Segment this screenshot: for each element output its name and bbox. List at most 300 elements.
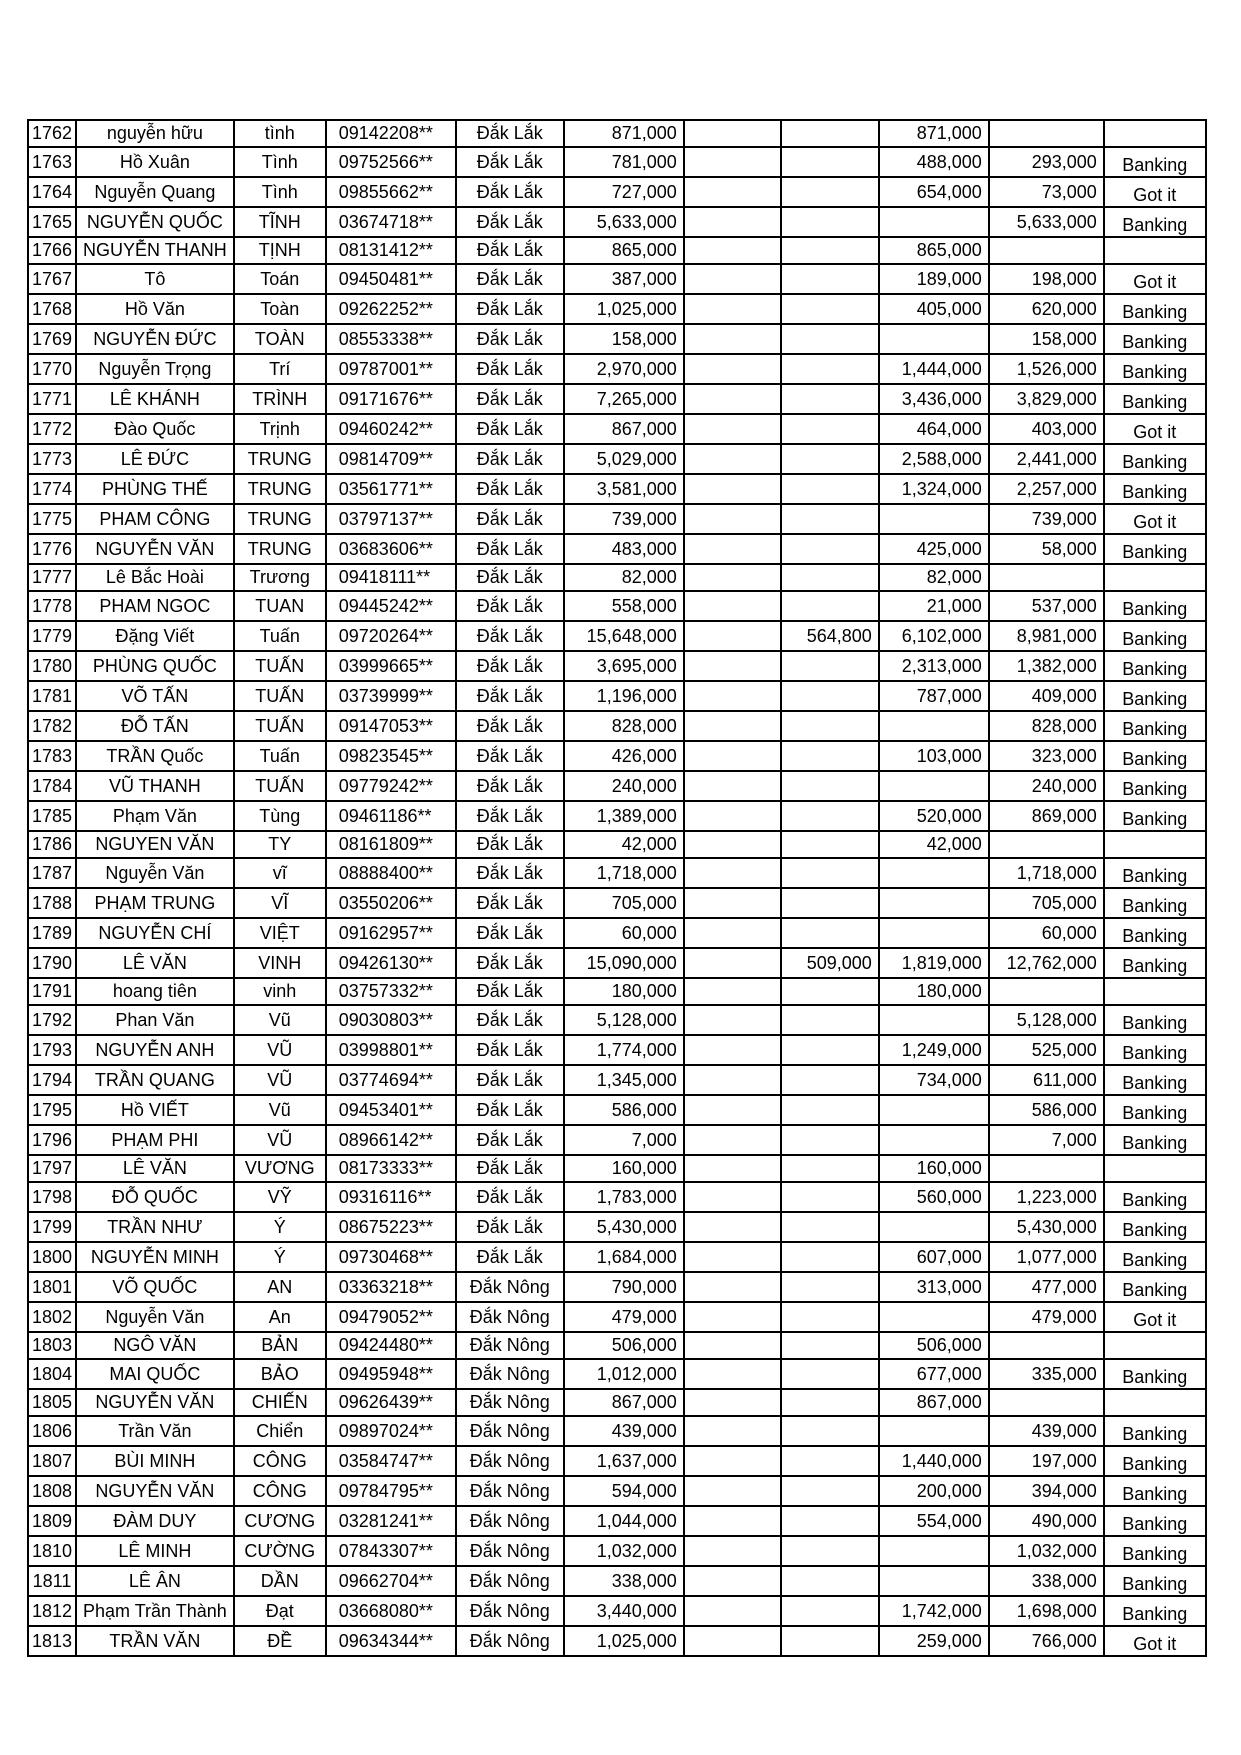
given-name-cell: TUAN bbox=[234, 591, 326, 621]
blank-cell bbox=[684, 1005, 781, 1035]
amount-g-cell bbox=[781, 564, 879, 591]
row-number: 1804 bbox=[28, 1359, 76, 1389]
amount-h-cell bbox=[879, 771, 989, 801]
province-cell: Đắk Lắk bbox=[456, 831, 564, 858]
phone-cell: 03739999** bbox=[326, 681, 456, 711]
amount-h-cell bbox=[879, 324, 989, 354]
payment-method-cell: Banking bbox=[1104, 651, 1206, 681]
given-name-cell: TY bbox=[234, 831, 326, 858]
given-name-cell: Tuấn bbox=[234, 741, 326, 771]
given-name-cell: Tùng bbox=[234, 801, 326, 831]
amount-i-cell bbox=[989, 1155, 1104, 1182]
province-cell: Đắk Nông bbox=[456, 1272, 564, 1302]
total-amount-cell: 1,012,000 bbox=[564, 1359, 684, 1389]
total-amount-cell: 338,000 bbox=[564, 1566, 684, 1596]
payment-method-cell: Banking bbox=[1104, 294, 1206, 324]
row-number: 1764 bbox=[28, 177, 76, 207]
given-name-cell: TRUNG bbox=[234, 444, 326, 474]
amount-i-cell: 537,000 bbox=[989, 591, 1104, 621]
amount-i-cell bbox=[989, 120, 1104, 147]
province-cell: Đắk Lắk bbox=[456, 1095, 564, 1125]
payment-method-cell: Got it bbox=[1104, 1302, 1206, 1332]
blank-cell bbox=[684, 621, 781, 651]
amount-h-cell: 607,000 bbox=[879, 1242, 989, 1272]
amount-g-cell bbox=[781, 324, 879, 354]
given-name-cell: TOÀN bbox=[234, 324, 326, 354]
total-amount-cell: 5,430,000 bbox=[564, 1212, 684, 1242]
amount-g-cell bbox=[781, 147, 879, 177]
given-name-cell: Trí bbox=[234, 354, 326, 384]
blank-cell bbox=[684, 888, 781, 918]
province-cell: Đắk Lắk bbox=[456, 354, 564, 384]
given-name-cell: Đạt bbox=[234, 1596, 326, 1626]
row-number: 1771 bbox=[28, 384, 76, 414]
surname-cell: VÕ TẤN bbox=[76, 681, 234, 711]
amount-i-cell: 5,128,000 bbox=[989, 1005, 1104, 1035]
amount-g-cell bbox=[781, 504, 879, 534]
row-number: 1799 bbox=[28, 1212, 76, 1242]
row-number: 1775 bbox=[28, 504, 76, 534]
amount-h-cell bbox=[879, 711, 989, 741]
province-cell: Đắk Lắk bbox=[456, 414, 564, 444]
amount-h-cell: 506,000 bbox=[879, 1332, 989, 1359]
surname-cell: NGUYỄN VĂN bbox=[76, 1389, 234, 1416]
payment-method-cell: Banking bbox=[1104, 888, 1206, 918]
payment-method-cell: Banking bbox=[1104, 858, 1206, 888]
amount-g-cell bbox=[781, 207, 879, 237]
table-row bbox=[28, 504, 1206, 534]
province-cell: Đắk Lắk bbox=[456, 888, 564, 918]
surname-cell: NGUYỄN THANH bbox=[76, 237, 234, 264]
province-cell: Đắk Nông bbox=[456, 1332, 564, 1359]
surname-cell: PHAM CÔNG bbox=[76, 504, 234, 534]
amount-h-cell: 2,313,000 bbox=[879, 651, 989, 681]
payment-method-cell: Banking bbox=[1104, 1359, 1206, 1389]
amount-g-cell bbox=[781, 177, 879, 207]
amount-g-cell bbox=[781, 444, 879, 474]
table-row bbox=[28, 264, 1206, 294]
table-row bbox=[28, 384, 1206, 414]
blank-cell bbox=[684, 1446, 781, 1476]
given-name-cell: VƯƠNG bbox=[234, 1155, 326, 1182]
amount-i-cell: 2,257,000 bbox=[989, 474, 1104, 504]
province-cell: Đắk Nông bbox=[456, 1446, 564, 1476]
amount-h-cell bbox=[879, 1125, 989, 1155]
total-amount-cell: 586,000 bbox=[564, 1095, 684, 1125]
phone-cell: 09479052** bbox=[326, 1302, 456, 1332]
province-cell: Đắk Lắk bbox=[456, 621, 564, 651]
amount-h-cell: 405,000 bbox=[879, 294, 989, 324]
amount-g-cell: 564,800 bbox=[781, 621, 879, 651]
given-name-cell: VŨ bbox=[234, 1065, 326, 1095]
blank-cell bbox=[684, 1476, 781, 1506]
amount-g-cell bbox=[781, 1359, 879, 1389]
row-number: 1810 bbox=[28, 1536, 76, 1566]
table-row bbox=[28, 1095, 1206, 1125]
payment-method-cell bbox=[1104, 564, 1206, 591]
total-amount-cell: 439,000 bbox=[564, 1416, 684, 1446]
total-amount-cell: 867,000 bbox=[564, 414, 684, 444]
row-number: 1774 bbox=[28, 474, 76, 504]
amount-g-cell bbox=[781, 1035, 879, 1065]
amount-h-cell: 554,000 bbox=[879, 1506, 989, 1536]
surname-cell: PHẠM TRUNG bbox=[76, 888, 234, 918]
table-row bbox=[28, 978, 1206, 1005]
total-amount-cell: 1,389,000 bbox=[564, 801, 684, 831]
amount-h-cell: 1,249,000 bbox=[879, 1035, 989, 1065]
row-number: 1770 bbox=[28, 354, 76, 384]
surname-cell: TRẦN QUANG bbox=[76, 1065, 234, 1095]
amount-i-cell: 409,000 bbox=[989, 681, 1104, 711]
table-row bbox=[28, 444, 1206, 474]
phone-cell: 07843307** bbox=[326, 1536, 456, 1566]
amount-i-cell bbox=[989, 831, 1104, 858]
row-number: 1779 bbox=[28, 621, 76, 651]
phone-cell: 09779242** bbox=[326, 771, 456, 801]
surname-cell: Đào Quốc bbox=[76, 414, 234, 444]
table-row bbox=[28, 1389, 1206, 1416]
table-row bbox=[28, 918, 1206, 948]
row-number: 1805 bbox=[28, 1389, 76, 1416]
amount-h-cell: 313,000 bbox=[879, 1272, 989, 1302]
total-amount-cell: 483,000 bbox=[564, 534, 684, 564]
given-name-cell: TRÌNH bbox=[234, 384, 326, 414]
row-number: 1785 bbox=[28, 801, 76, 831]
phone-cell: 09418111** bbox=[326, 564, 456, 591]
payment-method-cell: Banking bbox=[1104, 1596, 1206, 1626]
total-amount-cell: 594,000 bbox=[564, 1476, 684, 1506]
phone-cell: 09316116** bbox=[326, 1182, 456, 1212]
payment-method-cell: Banking bbox=[1104, 1566, 1206, 1596]
blank-cell bbox=[684, 1416, 781, 1446]
blank-cell bbox=[684, 354, 781, 384]
row-number: 1773 bbox=[28, 444, 76, 474]
payment-method-cell: Banking bbox=[1104, 1416, 1206, 1446]
total-amount-cell: 5,029,000 bbox=[564, 444, 684, 474]
phone-cell: 09147053** bbox=[326, 711, 456, 741]
table-row bbox=[28, 1182, 1206, 1212]
province-cell: Đắk Lắk bbox=[456, 177, 564, 207]
phone-cell: 09787001** bbox=[326, 354, 456, 384]
total-amount-cell: 1,684,000 bbox=[564, 1242, 684, 1272]
surname-cell: Lê Bắc Hoài bbox=[76, 564, 234, 591]
surname-cell: Phạm Văn bbox=[76, 801, 234, 831]
payment-method-cell bbox=[1104, 831, 1206, 858]
amount-i-cell: 611,000 bbox=[989, 1065, 1104, 1095]
province-cell: Đắk Lắk bbox=[456, 918, 564, 948]
province-cell: Đắk Lắk bbox=[456, 1212, 564, 1242]
surname-cell: hoang tiên bbox=[76, 978, 234, 1005]
table-row bbox=[28, 1155, 1206, 1182]
total-amount-cell: 1,025,000 bbox=[564, 294, 684, 324]
amount-h-cell: 654,000 bbox=[879, 177, 989, 207]
amount-g-cell bbox=[781, 1302, 879, 1332]
given-name-cell: CƯỜNG bbox=[234, 1536, 326, 1566]
amount-h-cell bbox=[879, 1302, 989, 1332]
province-cell: Đắk Lắk bbox=[456, 1242, 564, 1272]
row-number: 1788 bbox=[28, 888, 76, 918]
phone-cell: 08131412** bbox=[326, 237, 456, 264]
amount-g-cell bbox=[781, 681, 879, 711]
surname-cell: Nguyễn Văn bbox=[76, 1302, 234, 1332]
amount-h-cell bbox=[879, 858, 989, 888]
payment-method-cell: Banking bbox=[1104, 474, 1206, 504]
province-cell: Đắk Lắk bbox=[456, 681, 564, 711]
surname-cell: Hồ Văn bbox=[76, 294, 234, 324]
total-amount-cell: 42,000 bbox=[564, 831, 684, 858]
amount-i-cell: 766,000 bbox=[989, 1626, 1104, 1656]
phone-cell: 08553338** bbox=[326, 324, 456, 354]
given-name-cell: TRUNG bbox=[234, 504, 326, 534]
row-number: 1791 bbox=[28, 978, 76, 1005]
province-cell: Đắk Lắk bbox=[456, 711, 564, 741]
blank-cell bbox=[684, 564, 781, 591]
table-row bbox=[28, 354, 1206, 384]
surname-cell: nguyễn hữu bbox=[76, 120, 234, 147]
province-cell: Đắk Lắk bbox=[456, 1182, 564, 1212]
amount-h-cell: 2,588,000 bbox=[879, 444, 989, 474]
province-cell: Đắk Lắk bbox=[456, 741, 564, 771]
province-cell: Đắk Nông bbox=[456, 1359, 564, 1389]
phone-cell: 03668080** bbox=[326, 1596, 456, 1626]
province-cell: Đắk Nông bbox=[456, 1626, 564, 1656]
payment-method-cell: Banking bbox=[1104, 741, 1206, 771]
table-row bbox=[28, 1446, 1206, 1476]
payment-method-cell: Banking bbox=[1104, 444, 1206, 474]
given-name-cell: TRUNG bbox=[234, 534, 326, 564]
blank-cell bbox=[684, 1536, 781, 1566]
amount-i-cell: 158,000 bbox=[989, 324, 1104, 354]
blank-cell bbox=[684, 444, 781, 474]
payment-method-cell: Banking bbox=[1104, 591, 1206, 621]
amount-g-cell bbox=[781, 1626, 879, 1656]
amount-g-cell bbox=[781, 771, 879, 801]
amount-i-cell: 1,698,000 bbox=[989, 1596, 1104, 1626]
given-name-cell: TUẤN bbox=[234, 681, 326, 711]
row-number: 1793 bbox=[28, 1035, 76, 1065]
amount-h-cell: 21,000 bbox=[879, 591, 989, 621]
phone-cell: 03797137** bbox=[326, 504, 456, 534]
given-name-cell: CƯƠNG bbox=[234, 1506, 326, 1536]
amount-g-cell bbox=[781, 1242, 879, 1272]
given-name-cell: TUẤN bbox=[234, 771, 326, 801]
payment-method-cell bbox=[1104, 237, 1206, 264]
amount-h-cell: 1,440,000 bbox=[879, 1446, 989, 1476]
phone-cell: 09450481** bbox=[326, 264, 456, 294]
total-amount-cell: 180,000 bbox=[564, 978, 684, 1005]
payment-method-cell: Banking bbox=[1104, 1446, 1206, 1476]
phone-cell: 08675223** bbox=[326, 1212, 456, 1242]
table-row bbox=[28, 324, 1206, 354]
surname-cell: PHÙNG QUỐC bbox=[76, 651, 234, 681]
phone-cell: 09142208** bbox=[326, 120, 456, 147]
payment-method-cell: Banking bbox=[1104, 147, 1206, 177]
amount-i-cell: 586,000 bbox=[989, 1095, 1104, 1125]
amount-g-cell bbox=[781, 741, 879, 771]
given-name-cell: Trương bbox=[234, 564, 326, 591]
table-row bbox=[28, 534, 1206, 564]
table-row bbox=[28, 1065, 1206, 1095]
given-name-cell: Vũ bbox=[234, 1095, 326, 1125]
province-cell: Đắk Lắk bbox=[456, 237, 564, 264]
row-number: 1807 bbox=[28, 1446, 76, 1476]
blank-cell bbox=[684, 948, 781, 978]
blank-cell bbox=[684, 858, 781, 888]
payment-method-cell: Banking bbox=[1104, 1125, 1206, 1155]
payment-method-cell bbox=[1104, 1332, 1206, 1359]
amount-i-cell: 1,526,000 bbox=[989, 354, 1104, 384]
table-row bbox=[28, 621, 1206, 651]
amount-g-cell bbox=[781, 474, 879, 504]
blank-cell bbox=[684, 681, 781, 711]
amount-i-cell: 5,430,000 bbox=[989, 1212, 1104, 1242]
given-name-cell: vinh bbox=[234, 978, 326, 1005]
blank-cell bbox=[684, 384, 781, 414]
blank-cell bbox=[684, 1155, 781, 1182]
total-amount-cell: 1,196,000 bbox=[564, 681, 684, 711]
province-cell: Đắk Lắk bbox=[456, 771, 564, 801]
province-cell: Đắk Lắk bbox=[456, 474, 564, 504]
phone-cell: 09262252** bbox=[326, 294, 456, 324]
amount-i-cell: 73,000 bbox=[989, 177, 1104, 207]
phone-cell: 08173333** bbox=[326, 1155, 456, 1182]
surname-cell: MAI QUỐC bbox=[76, 1359, 234, 1389]
blank-cell bbox=[684, 207, 781, 237]
province-cell: Đắk Nông bbox=[456, 1302, 564, 1332]
payment-method-cell: Got it bbox=[1104, 264, 1206, 294]
given-name-cell: vĩ bbox=[234, 858, 326, 888]
amount-h-cell bbox=[879, 1005, 989, 1035]
phone-cell: 09752566** bbox=[326, 147, 456, 177]
phone-cell: 03757332** bbox=[326, 978, 456, 1005]
amount-i-cell: 240,000 bbox=[989, 771, 1104, 801]
table-row bbox=[28, 207, 1206, 237]
amount-h-cell: 520,000 bbox=[879, 801, 989, 831]
surname-cell: BÙI MINH bbox=[76, 1446, 234, 1476]
surname-cell: ĐỖ QUỐC bbox=[76, 1182, 234, 1212]
amount-h-cell: 3,436,000 bbox=[879, 384, 989, 414]
surname-cell: NGUYỄN MINH bbox=[76, 1242, 234, 1272]
payment-method-cell: Banking bbox=[1104, 1476, 1206, 1506]
amount-g-cell bbox=[781, 354, 879, 384]
phone-cell: 09445242** bbox=[326, 591, 456, 621]
amount-i-cell: 197,000 bbox=[989, 1446, 1104, 1476]
total-amount-cell: 1,783,000 bbox=[564, 1182, 684, 1212]
amount-g-cell bbox=[781, 831, 879, 858]
row-number: 1768 bbox=[28, 294, 76, 324]
amount-h-cell: 82,000 bbox=[879, 564, 989, 591]
row-number: 1767 bbox=[28, 264, 76, 294]
amount-h-cell bbox=[879, 1212, 989, 1242]
province-cell: Đắk Lắk bbox=[456, 324, 564, 354]
blank-cell bbox=[684, 1095, 781, 1125]
table-row bbox=[28, 1272, 1206, 1302]
surname-cell: TRẦN VĂN bbox=[76, 1626, 234, 1656]
table-row bbox=[28, 474, 1206, 504]
surname-cell: Phạm Trần Thành bbox=[76, 1596, 234, 1626]
province-cell: Đắk Lắk bbox=[456, 651, 564, 681]
amount-i-cell: 1,077,000 bbox=[989, 1242, 1104, 1272]
surname-cell: Hồ Xuân bbox=[76, 147, 234, 177]
amount-h-cell bbox=[879, 207, 989, 237]
amount-g-cell bbox=[781, 120, 879, 147]
province-cell: Đắk Nông bbox=[456, 1596, 564, 1626]
surname-cell: Tô bbox=[76, 264, 234, 294]
row-number: 1782 bbox=[28, 711, 76, 741]
given-name-cell: DẦN bbox=[234, 1566, 326, 1596]
phone-cell: 09823545** bbox=[326, 741, 456, 771]
amount-h-cell: 189,000 bbox=[879, 264, 989, 294]
amount-g-cell bbox=[781, 1095, 879, 1125]
amount-i-cell bbox=[989, 978, 1104, 1005]
payment-method-cell: Banking bbox=[1104, 1212, 1206, 1242]
row-number: 1765 bbox=[28, 207, 76, 237]
given-name-cell: CHIẾN bbox=[234, 1389, 326, 1416]
amount-h-cell: 6,102,000 bbox=[879, 621, 989, 651]
given-name-cell: Chiển bbox=[234, 1416, 326, 1446]
surname-cell: Phan Văn bbox=[76, 1005, 234, 1035]
row-number: 1792 bbox=[28, 1005, 76, 1035]
province-cell: Đắk Lắk bbox=[456, 444, 564, 474]
row-number: 1800 bbox=[28, 1242, 76, 1272]
amount-g-cell bbox=[781, 294, 879, 324]
row-number: 1787 bbox=[28, 858, 76, 888]
given-name-cell: VĨ bbox=[234, 888, 326, 918]
payment-method-cell: Banking bbox=[1104, 1536, 1206, 1566]
amount-i-cell: 198,000 bbox=[989, 264, 1104, 294]
amount-i-cell: 2,441,000 bbox=[989, 444, 1104, 474]
table-row bbox=[28, 1359, 1206, 1389]
amount-h-cell bbox=[879, 888, 989, 918]
payment-method-cell: Banking bbox=[1104, 534, 1206, 564]
total-amount-cell: 158,000 bbox=[564, 324, 684, 354]
amount-i-cell: 705,000 bbox=[989, 888, 1104, 918]
row-number: 1786 bbox=[28, 831, 76, 858]
amount-g-cell bbox=[781, 711, 879, 741]
given-name-cell: TĨNH bbox=[234, 207, 326, 237]
amount-i-cell: 3,829,000 bbox=[989, 384, 1104, 414]
table-row bbox=[28, 294, 1206, 324]
surname-cell: PHÙNG THẾ bbox=[76, 474, 234, 504]
surname-cell: NGUYEN VĂN bbox=[76, 831, 234, 858]
phone-cell: 03674718** bbox=[326, 207, 456, 237]
total-amount-cell: 3,581,000 bbox=[564, 474, 684, 504]
phone-cell: 09453401** bbox=[326, 1095, 456, 1125]
amount-i-cell: 490,000 bbox=[989, 1506, 1104, 1536]
payment-method-cell: Banking bbox=[1104, 1506, 1206, 1536]
table-row bbox=[28, 564, 1206, 591]
amount-g-cell bbox=[781, 1125, 879, 1155]
table-row bbox=[28, 1242, 1206, 1272]
blank-cell bbox=[684, 1212, 781, 1242]
amount-i-cell: 7,000 bbox=[989, 1125, 1104, 1155]
surname-cell: Trần Văn bbox=[76, 1416, 234, 1446]
amount-g-cell: 509,000 bbox=[781, 948, 879, 978]
table-row bbox=[28, 1626, 1206, 1656]
payment-method-cell: Got it bbox=[1104, 504, 1206, 534]
total-amount-cell: 7,000 bbox=[564, 1125, 684, 1155]
amount-h-cell: 1,324,000 bbox=[879, 474, 989, 504]
given-name-cell: TỊNH bbox=[234, 237, 326, 264]
province-cell: Đắk Nông bbox=[456, 1506, 564, 1536]
amount-h-cell: 259,000 bbox=[879, 1626, 989, 1656]
surname-cell: Hồ VIẾT bbox=[76, 1095, 234, 1125]
amount-g-cell bbox=[781, 1332, 879, 1359]
phone-cell: 03999665** bbox=[326, 651, 456, 681]
amount-h-cell: 677,000 bbox=[879, 1359, 989, 1389]
row-number: 1801 bbox=[28, 1272, 76, 1302]
total-amount-cell: 1,718,000 bbox=[564, 858, 684, 888]
